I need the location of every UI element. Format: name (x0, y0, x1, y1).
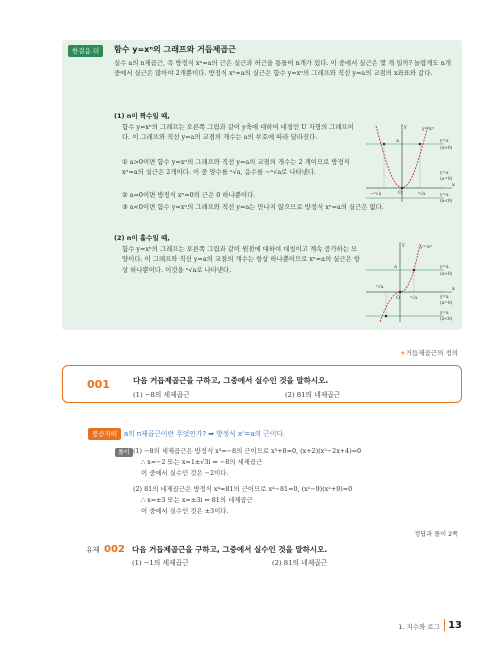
problem-part-a: (1) −8의 세제곱근 (133, 391, 190, 399)
graph1-a: a (396, 138, 399, 144)
solution-line-6: 이 중에서 실수인 것은 ±3이다. (141, 507, 229, 515)
problem-question: 다음 거듭제곱근을 구하고, 그중에서 실수인 것을 말하시오. (133, 376, 329, 385)
graph1-curve-label: y=xⁿ (422, 126, 434, 132)
odd-power-graph (362, 240, 458, 324)
even-label: (2) n이 홀수일 때, (114, 234, 170, 242)
graph1-neg-root: −ⁿ√a (370, 192, 382, 197)
even-power-graph (362, 122, 458, 204)
solution-line-3: 이 중에서 실수인 것은 −2이다. (141, 469, 229, 477)
page-number: 13 (448, 620, 462, 631)
graph2-label-1: y=a (440, 265, 449, 270)
graph2-pos-root: ⁿ√a (410, 296, 418, 301)
graph2-label-4: (a=0) (440, 301, 453, 306)
graph2-label-2: (a>0) (440, 272, 453, 277)
solution-line-4: (2) 81의 네제곱근은 방정식 x⁴=81의 근이므로 x⁴−81=0, (x²−9)(x²+9)=0 (133, 485, 353, 493)
note-badge: 한걸음 더 (68, 45, 103, 57)
graph1-label-2: (a>0) (440, 146, 453, 151)
graph1-label-3: y=a (440, 171, 449, 176)
graph1-y-axis: y (404, 124, 407, 130)
graph2-origin: O (396, 295, 401, 301)
similar-part-a: (1) −1의 세제곱근 (132, 559, 189, 567)
graph2-label-6: (a<0) (440, 317, 453, 322)
graph2-label-3: y=a (440, 295, 449, 300)
graph2-y-axis: y (402, 242, 405, 248)
graph1-origin: O (398, 190, 403, 196)
graph1-label-5: y=a (440, 193, 449, 198)
definition-ref-text: 거듭제곱근의 정의 (405, 349, 458, 357)
graph2-a: a (394, 264, 397, 270)
solution-badge: 풀이 (115, 448, 133, 457)
note-box (62, 40, 462, 330)
graph1-label-6: (a<0) (440, 199, 453, 204)
problem-box (62, 365, 462, 403)
solution-line-1: (1) −8의 세제곱근은 방정식 x³=−8의 근이므로 x³+8=0, (x+2)(x²−2x+4)=0 (133, 447, 362, 455)
similar-number: 002 (104, 544, 125, 555)
similar-part-b: (2) 81의 네제곱근 (272, 559, 328, 567)
answer-ref: 정답과 풀이 2쪽 (414, 531, 458, 538)
graph2-curve-label: y=xⁿ (420, 244, 432, 250)
definition-ref (400, 348, 458, 358)
note-title: 함수 y=xⁿ의 그래프와 거듭제곱근 (114, 45, 236, 54)
solution-line-2: ∴ x=−2 또는 x=1±√3i ⇐ −8의 세제곱근 (141, 458, 263, 466)
concept-badge: 풍산자띠 (88, 428, 121, 440)
graph2-label-5: y=a (440, 311, 449, 316)
graph1-label-1: y=a (440, 139, 449, 144)
odd-text: 함수 y=xⁿ의 그래프는 오른쪽 그림과 같이 y축에 대하여 대칭인 U 자형의 그래프이다. 이 그래프와 직선 y=a의 교점의 개수는 a의 부호에 따라 달라진다. (122, 123, 354, 142)
footer-divider (444, 619, 445, 631)
problem-part-b: (2) 81의 네제곱근 (285, 391, 341, 399)
graph1-x-axis: x (452, 182, 455, 188)
concept-text: a의 n제곱근이란 무엇인가? ➡ 방정식 xⁿ=a의 근이다. (124, 430, 286, 438)
graph1-pos-root: ⁿ√a (418, 192, 426, 197)
graph1-label-4: (a=0) (440, 177, 453, 182)
similar-tag: 유제 (86, 546, 100, 554)
graph2-x-axis: x (452, 286, 455, 292)
odd-label: (1) n이 짝수일 때, (114, 112, 170, 120)
odd-item-1: ① a>0이면 함수 y=xⁿ의 그래프와 직선 y=a의 교점의 개수는 2 개이므로 방정식 xⁿ=a의 실근은 2개이다. 이 중 양수를 ⁿ√a, 음수를 −ⁿ√a로 나타낸다. (122, 158, 350, 177)
solution-line-5: ∴ x=±3 또는 x=±3i ⇐ 81의 네제곱근 (141, 496, 253, 504)
plus-icon: + (400, 349, 406, 357)
chapter-label: 1. 지수와 로그 (398, 623, 440, 631)
odd-item-3: ③ a<0이면 함수 y=xⁿ의 그래프와 직선 y=a는 만나지 않으므로 방정식 xⁿ=a의 실근은 없다. (122, 203, 384, 211)
problem-number: 001 (87, 378, 110, 391)
even-text: 함수 y=xⁿ의 그래프는 오른쪽 그림과 같이 원점에 대하여 대칭이고 계속 증가하는 모양이다. 이 그래프와 직선 y=a의 교점의 개수는 항상 하나뿐이므로 xⁿ=a의 실근은 항상 하나뿐이다. 이것을 ⁿ√a로 나타낸다. (122, 245, 360, 274)
odd-item-2: ② a=0이면 방정식 xⁿ=0의 근은 0 하나뿐이다. (122, 191, 256, 199)
graph2-neg-root: ⁿ√a (376, 285, 384, 290)
note-intro: 실수 a의 n제곱근, 즉 방정식 xⁿ=a의 근은 실근과 허근을 통틀어 n개가 있다. 이 중에서 실근은 몇 개 일까? 놀랍게도 n개 중에서 실근은 많아야 2개뿐이다. 방정식 xⁿ=a의 실근은 함수 y=xⁿ의 그래프와 직선 y=a의 교점의 x좌표와 같다. (114, 59, 452, 78)
similar-question: 다음 거듭제곱근을 구하고, 그중에서 실수인 것을 말하시오. (132, 545, 328, 554)
